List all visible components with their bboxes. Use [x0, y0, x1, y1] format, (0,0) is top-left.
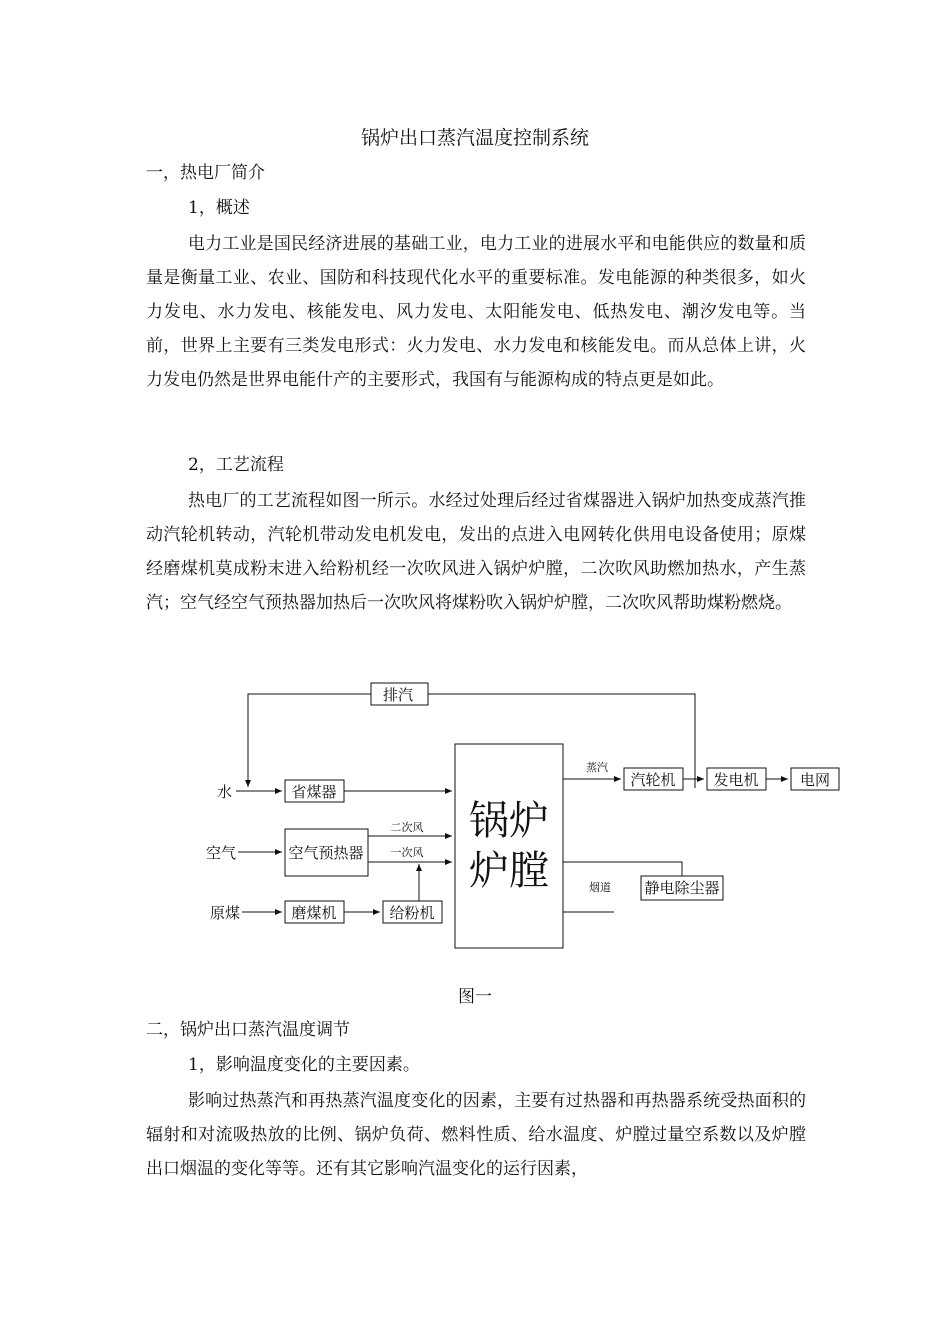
powder-feeder-label: 给粉机: [389, 904, 435, 922]
document-title: 锅炉出口蒸汽温度控制系统: [360, 127, 589, 149]
furnace-label-line2: 炉膛: [469, 848, 549, 894]
exhaust-label: 排汽: [382, 686, 414, 704]
primary-air-label: 一次风: [390, 846, 424, 859]
exhaust-to-water-arrow: [248, 694, 371, 787]
figure-caption: 图一: [458, 987, 492, 1007]
turbine-label: 汽轮机: [630, 771, 676, 789]
coal-mill-label: 磨煤机: [291, 904, 337, 922]
flue-upper-line: [563, 862, 682, 876]
paragraph-overview: 电力工业是国民经济进展的基础工业，电力工业的进展水平和电能供应的数量和质量是衡量工业、农业、国防和科技现代化水平的重要标准。发电能源的种类很多，如火力发电、水力发电、核能发电、风力发电、太阳能发电、低热发电、潮汐发电等。当前，世界上主要有三类发电形式：火力发电、水力发电和核能发电。而从总体上讲，火力发电仍然是世界电能什产的主要形式，我国有与能源构成的特点更是如此。: [146, 234, 806, 390]
flue-label: 烟道: [589, 881, 611, 894]
paragraph-process: 热电厂的工艺流程如图一所示。水经过处理后经过省煤器进入锅炉加热变成蒸汽推动汽轮机转动，汽轮机带动发电机发电，发出的点进入电网转化供用电设备使用；原煤经磨煤机莫成粉末进入给粉机经一次吹风进入锅炉炉膛，二次吹风助燃加热水，产生蒸汽；空气经空气预热器加热后一次吹风将煤粉吹入锅炉炉膛，二次吹风帮助煤粉燃烧。: [146, 491, 806, 613]
section-2-1-heading: 1，影响温度变化的主要因素。: [188, 1055, 420, 1075]
furnace-label-line1: 锅炉: [469, 798, 549, 844]
air-preheater-label: 空气预热器: [288, 844, 364, 862]
steam-label: 蒸汽: [586, 761, 608, 774]
air-label: 空气: [205, 844, 236, 862]
paragraph-factors: 影响过热蒸汽和再热蒸汽温度变化的因素，主要有过热器和再热器系统受热面积的辐射和对流吸热放的比例、锅炉负荷、燃料性质、给水温度、炉膛过量空系数以及炉膛出口烟温的变化等等。还有其它影响汽温变化的运行因素，: [146, 1091, 806, 1179]
secondary-air-label: 二次风: [390, 821, 424, 834]
furnace-box: [455, 744, 563, 948]
raw-coal-label: 原煤: [209, 904, 240, 922]
economizer-label: 省煤器: [291, 783, 337, 801]
section-2-heading: 二，锅炉出口蒸汽温度调节: [146, 1020, 350, 1040]
water-label: 水: [216, 783, 232, 801]
section-1-heading: 一，热电厂简介: [146, 163, 265, 183]
grid-label: 电网: [799, 771, 831, 789]
section-1-1-heading: 1，概述: [188, 198, 250, 218]
generator-label: 发电机: [713, 771, 759, 789]
precipitator-label: 静电除尘器: [644, 879, 720, 897]
section-1-2-heading: 2，工艺流程: [188, 455, 284, 475]
